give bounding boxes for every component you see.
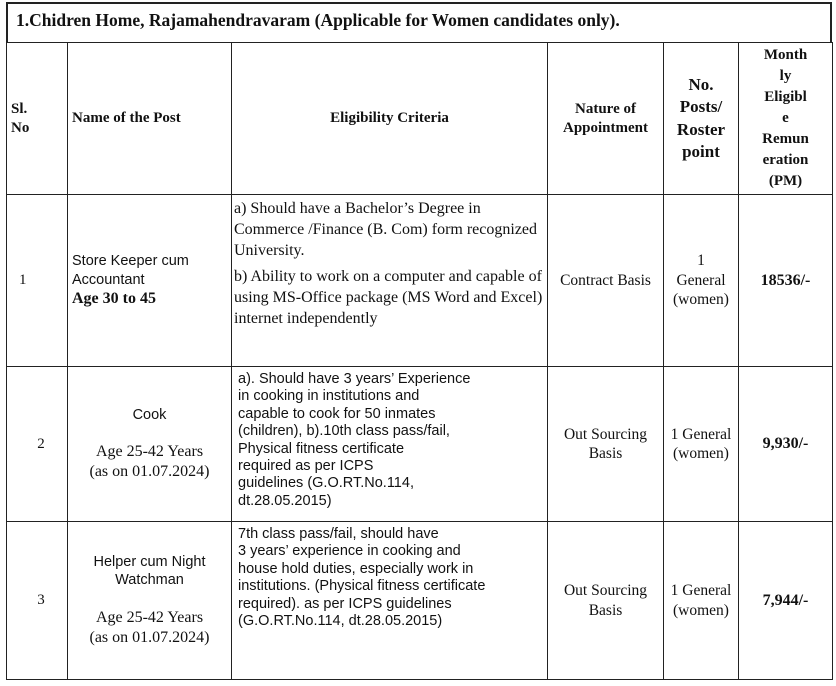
age-limit: Age 30 to 45 [72, 289, 156, 307]
table-row [7, 522, 833, 680]
nature-cell: Out Sourcing Basis [548, 367, 664, 522]
header-nature: Nature of Appointment [548, 43, 664, 195]
age-note: (as on 01.07.2024) [89, 628, 210, 646]
post-name-cell: Store Keeper cum Accountant Age 30 to 45 [68, 195, 232, 367]
remuneration-cell: 9,930/- [739, 367, 833, 522]
sl-no-cell: 1 [7, 195, 68, 367]
posts-table [6, 42, 833, 680]
posts-cell: 1 General (women) [664, 367, 739, 522]
nature-cell: Out Sourcing Basis [548, 522, 664, 680]
document-title: 1.Chidren Home, Rajamahendravaram (Applicable for Women candidates only). [6, 2, 832, 42]
table-row [7, 195, 833, 367]
eligibility-cell [232, 195, 548, 367]
header-remuneration: Month ly Eligibl e Remun eration (PM) [739, 43, 833, 195]
table-row [7, 367, 833, 522]
header-name-of-post: Name of the Post [68, 43, 232, 195]
criteria-item: b) Ability to work on a computer and capable of using MS-Office package (MS Word and Excel) internet independently [234, 268, 543, 327]
criteria-item: a) Should have a Bachelor’s Degree in Commerce /Finance (B. Com) form recognized University. [234, 200, 538, 259]
sl-no-cell: 2 [7, 367, 68, 522]
posts-cell: 1 General (women) [664, 522, 739, 680]
eligibility-cell: 7th class pass/fail, should have 3 years’ experience in cooking and house hold duties, especially work in institutions. (Physical fitness certificate required). as per ICPS guidelines (G.O.RT.No.114, dt.28.05.2015) [232, 522, 548, 680]
header-row [7, 43, 833, 195]
header-sl-no: Sl. No [7, 43, 68, 195]
header-posts: No. Posts/ Roster point [664, 43, 739, 195]
post-name-cell: Helper cum Night Watchman Age 25-42 Years (as on 01.07.2024) [68, 522, 232, 680]
age-limit: Age 25-42 Years [95, 443, 204, 461]
sl-no-cell: 3 [7, 522, 68, 680]
header-eligibility: Eligibility Criteria [232, 43, 548, 195]
posts-cell: 1 General (women) [664, 195, 739, 367]
remuneration-cell: 18536/- [739, 195, 833, 367]
age-limit: Age 25-42 Years [95, 608, 204, 626]
eligibility-cell: a). Should have 3 years’ Experience in cooking in institutions and capable to cook for 50 inmates (children), b).10th class pass/fail, Physical fitness certificate required as per ICPS guidelines (G.O.RT.No.114, dt.28.05.2015) [232, 367, 548, 522]
post-name-cell: Cook Age 25-42 Years (as on 01.07.2024) [68, 367, 232, 522]
nature-cell: Contract Basis [548, 195, 664, 367]
remuneration-cell: 7,944/- [739, 522, 833, 680]
age-note: (as on 01.07.2024) [89, 463, 210, 481]
